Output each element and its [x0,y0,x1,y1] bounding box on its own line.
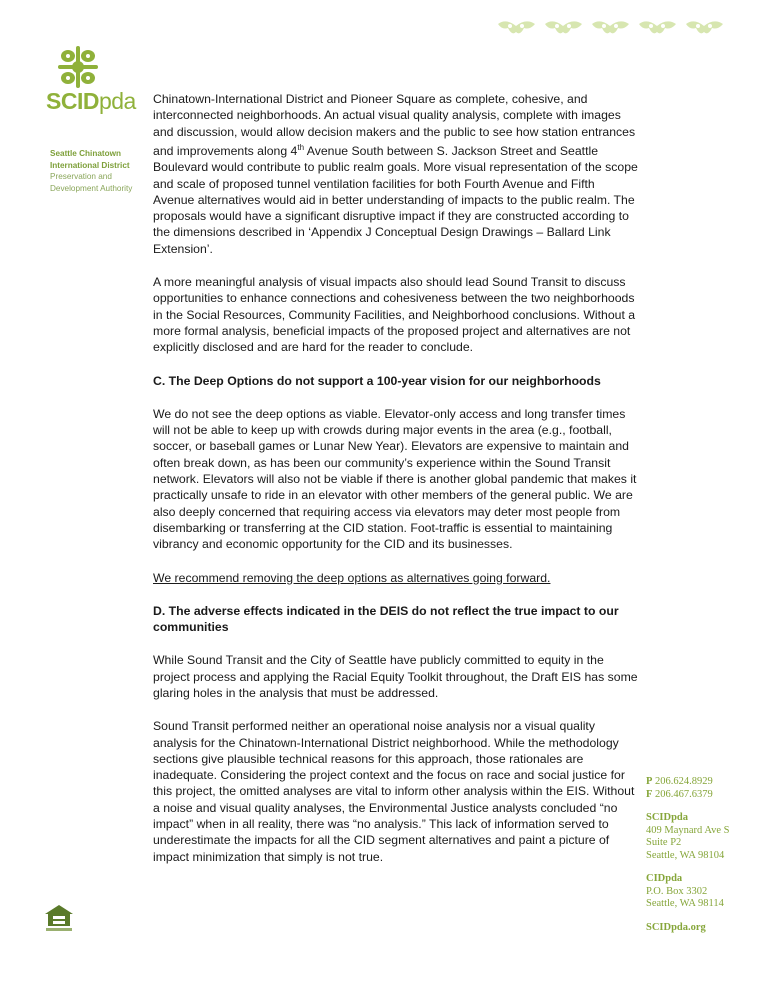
ornament-mark-icon [496,18,537,40]
org-name-block [50,148,146,194]
ornament-mark-icon [684,18,725,40]
equal-housing-opportunity-icon [44,904,74,932]
org-name-line: International District [50,160,130,170]
ornament-mark-icon [543,18,584,40]
street-address: SCIDpda 409 Maynard Ave S Suite P2 Seattle, WA 98104 [646,812,730,861]
letter-body [153,91,638,882]
phone-number: 206.624.8929 [655,776,713,787]
paragraph: While Sound Transit and the City of Seattle have publicly committed to equity in the project process and applying the Racial Equity Toolkit throughout, the Draft EIS has some glaring holes in the analysis that must be addressed. [153,653,638,700]
section-heading: C. The Deep Options do not support a 100-year vision for our neighborhoods [153,373,601,388]
org-name-line: Development Authority [50,183,133,193]
phone-group: P 206.624.8929 F 206.467.6379 [646,776,713,800]
website-link[interactable]: SCIDpda.org [646,921,706,933]
fax-number: 206.467.6379 [655,788,713,800]
paragraph: Sound Transit performed neither an operational noise analysis nor a visual quality analysis for the Chinatown-International District neighborhood. While the methodology sections give plausible technical reasons for this approach, those rationales are inadequate. Considering the project context and the focus on race and social justice for this project, the omitted analyses are vital to inform other analysis within the EIS. Without a noise and visual quality analyses, the Environmental Justice analysts concluded “no impact” when in all reality, there was “no analysis.” This lack of information served to underestimate the impacts for all the CID segment alternatives and paint a picture of impact minimization that simply is not true. [153,719,635,864]
contact-block [646,776,766,934]
org-name-line: Seattle Chinatown [50,149,121,158]
paragraph: We do not see the deep options as viable. Elevator-only access and long transfer times will not be able to keep up with crowds during major events in the area (e.g., football, soccer, or baseball games or Lunar New Year). Elevators are expensive to maintain and often break down, as has been our community’s experience within the Sound Transit network. Elevators will also not be viable if there is another global pandemic that makes it practically unsafe to ride in an elevator with other members of the general public. We are also deeply concerned that requiring access via elevators may deter most people from disembarking or transferring at the CID station. Foot-traffic is essential to maintaining vibrancy and economic opportunity for the CID and its businesses. [153,406,637,552]
section-heading: D. The adverse effects indicated in the DEIS do not reflect the true impact to our communities [153,603,619,635]
recommendation: We recommend removing the deep options as alternatives going forward. [153,570,551,585]
org-logo [46,44,136,115]
logo-wordmark: SCIDpda [46,88,136,114]
ornament-mark-icon [637,18,678,40]
org-name-line: Preservation and [50,172,112,181]
letterhead-ornament [496,18,725,40]
po-address: CIDpda P.O. Box 3302 Seattle, WA 98114 [646,873,724,909]
logo-emblem-icon [52,44,104,90]
paragraph: A more meaningful analysis of visual impacts also should lead Sound Transit to discuss opportunities to enhance connections and cohesiveness between the two neighborhoods in the Social Resources, Community Facilities, and Neighborhood conclusions. Without a more formal analysis, beneficial impacts of the proposed project and alternatives are not explicitly disclosed and are hard for the reader to conclude. [153,275,636,355]
ornament-mark-icon [590,18,631,40]
paragraph: Chinatown-International District and Pioneer Square as complete, cohesive, and interconnected neighborhoods. An actual visual quality analysis, complete with images and discussion, would allow decision makers and the public to see how station entrances and improvements along 4th Avenue South between S. Jackson Street and Seattle Boulevard would contribute to public realm goals. More visual representation of the scope and scale of proposed tunnel ventilation facilities for both Fourth Avenue and Fifth Avenue alternatives would aid in better understanding of impacts to the public realm. The proposals would have a significant disruptive impact if they are constructed according to the dimensions described in ‘Appendix J Conceptual Design Drawings – Ballard Link Extension’. [153,92,638,256]
